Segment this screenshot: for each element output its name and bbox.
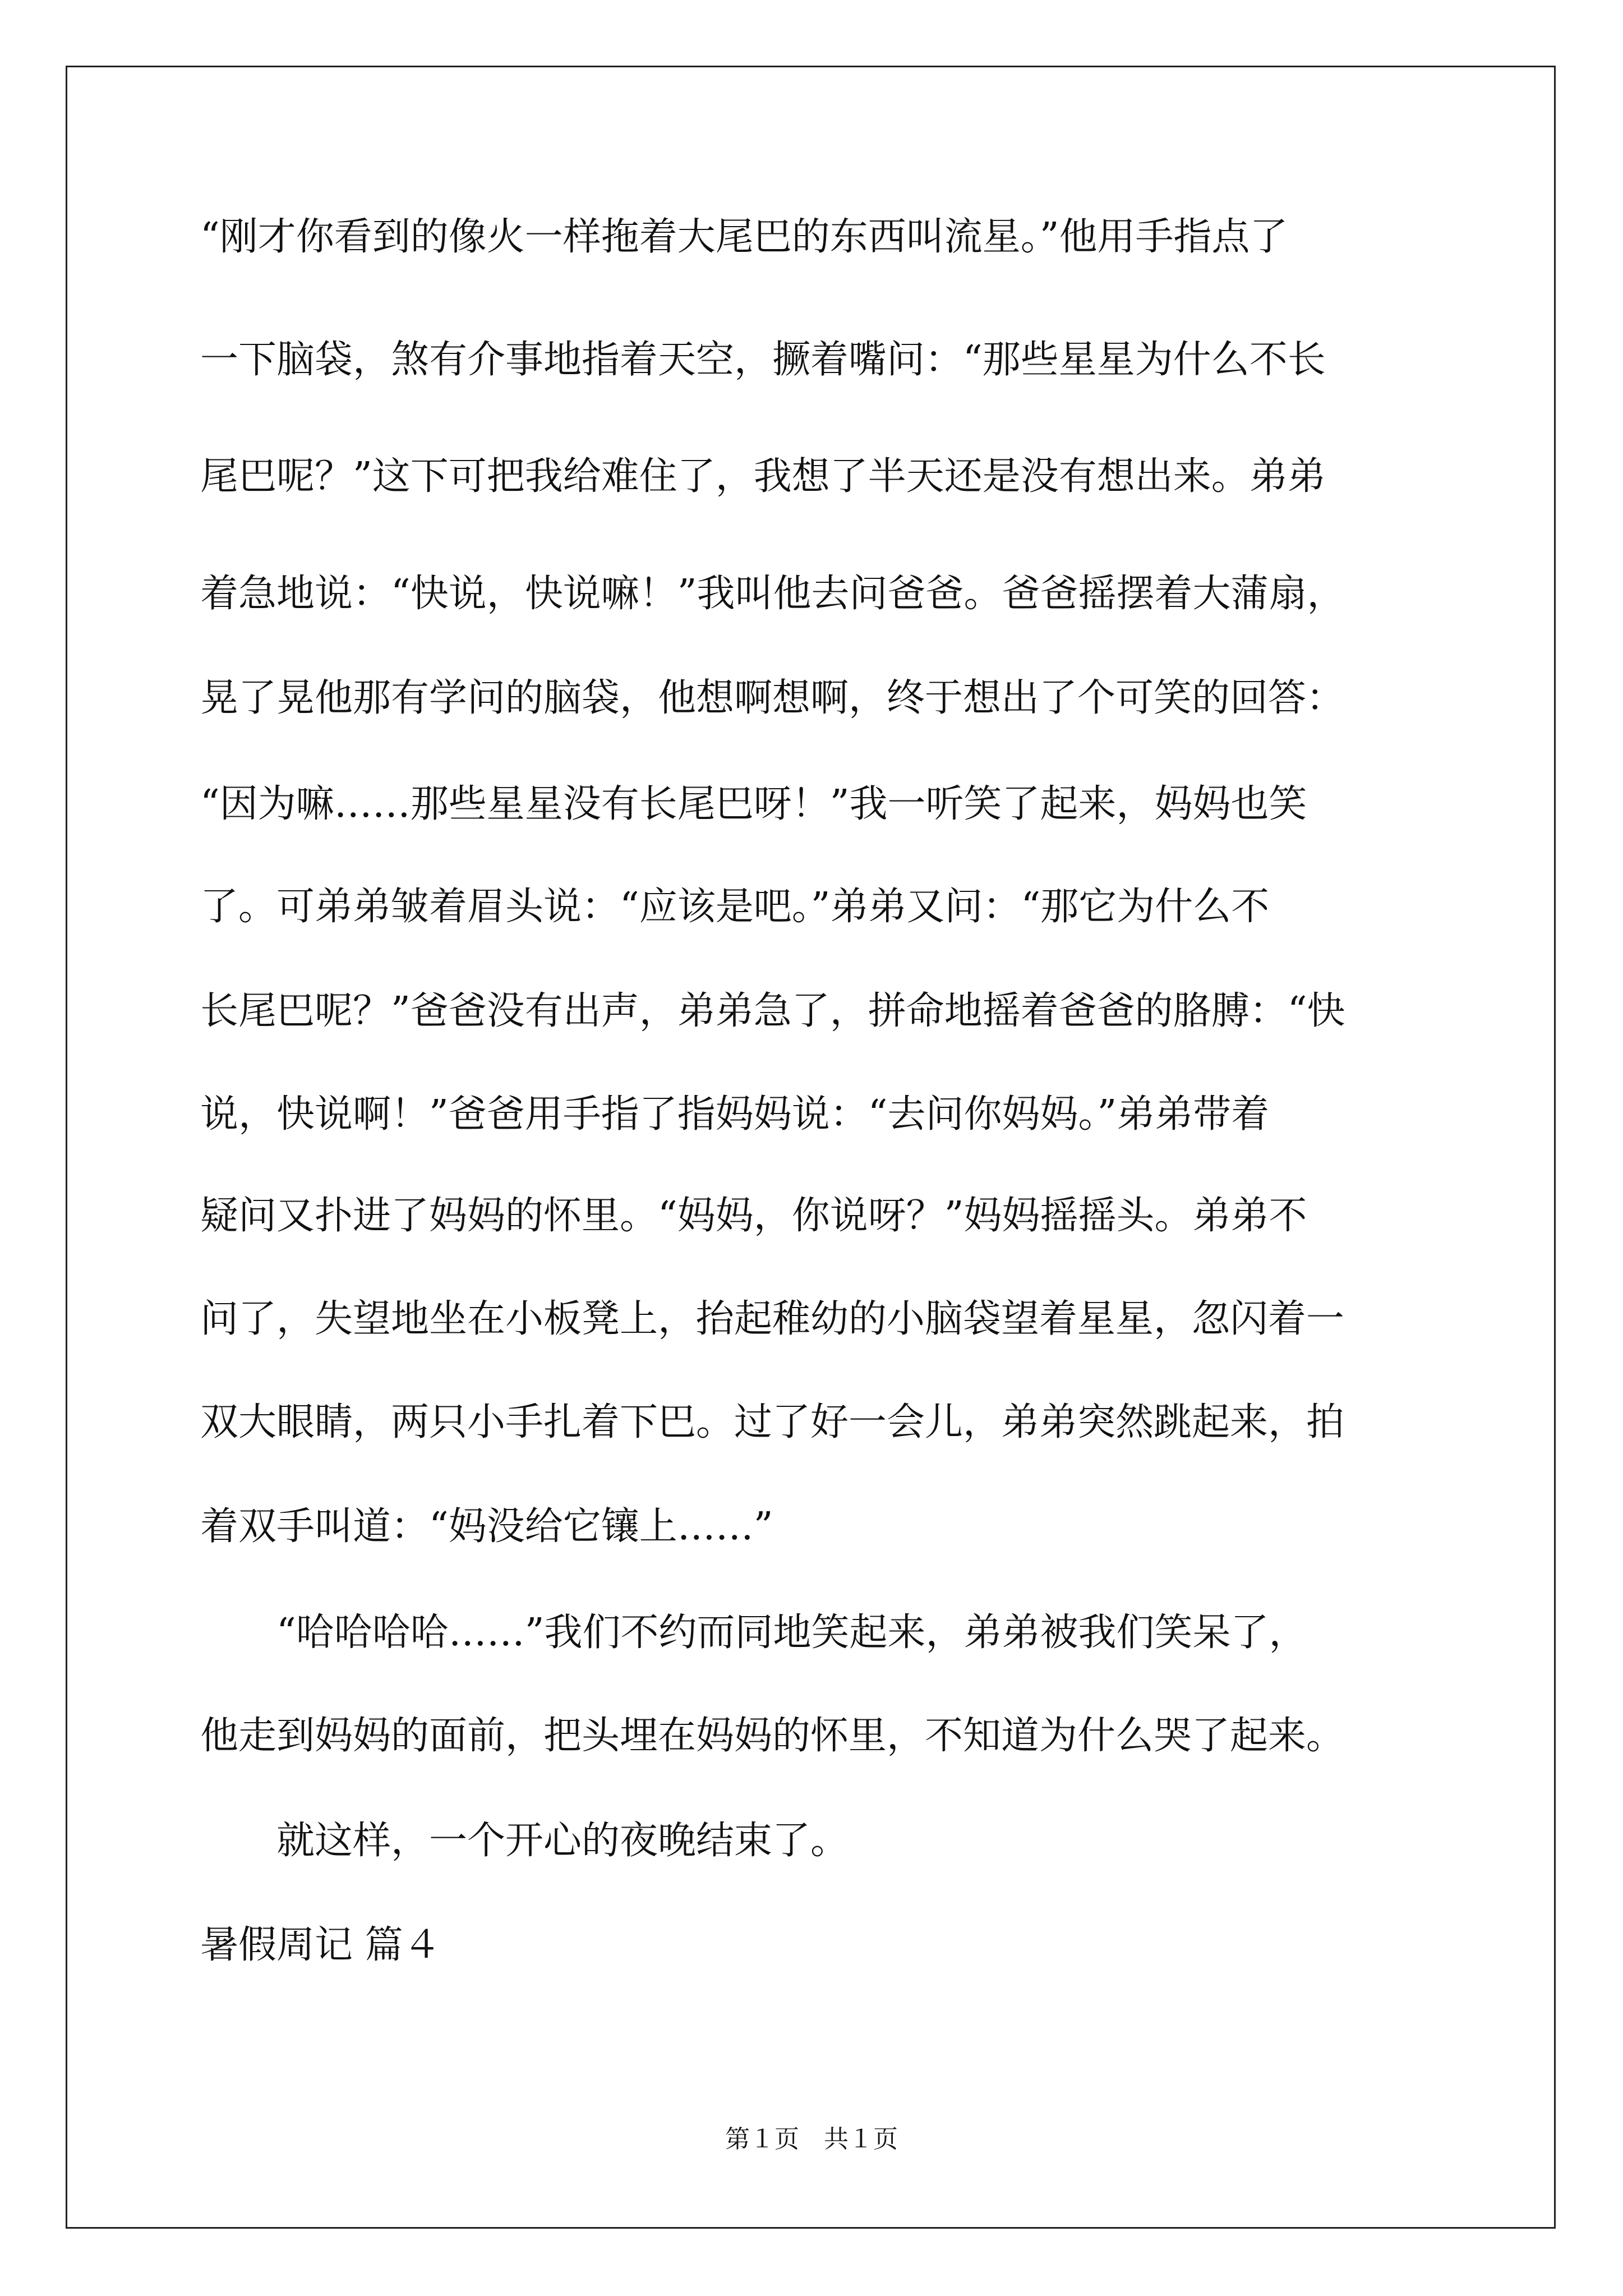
paragraph-line: 了。可弟弟皱着眉头说：“应该是吧。”弟弟又问：“那它为什么不 [200,885,1270,929]
paragraph-line: 就这样，一个开心的夜晚结束了。 [200,1819,849,1863]
paragraph-line: “刚才你看到的像火一样拖着大尾巴的东西叫流星。”他用手指点了 [200,215,1288,259]
section-heading: 暑假周记 篇４ [200,1923,441,1967]
paragraph-line: 双大眼睛，两只小手扎着下巴。过了好一会儿，弟弟突然跳起来，拍 [200,1400,1345,1444]
paragraph-line: 问了，失望地坐在小板凳上，抬起稚幼的小脑袋望着星星，忽闪着一 [200,1297,1345,1341]
paragraph-line: 一下脑袋，煞有介事地指着天空，撅着嘴问：“那些星星为什么不长 [200,338,1326,382]
paragraph-line: 疑问又扑进了妈妈的怀里。“妈妈，你说呀？”妈妈摇摇头。弟弟不 [200,1194,1307,1238]
paragraph-line: 说，快说啊！”爸爸用手指了指妈妈说：“去问你妈妈。”弟弟带着 [200,1092,1270,1137]
paragraph-line: 晃了晃他那有学问的脑袋，他想啊想啊，终于想出了个可笑的回答： [200,676,1345,720]
paragraph-line: “哈哈哈哈……”我们不约而同地笑起来，弟弟被我们笑呆了， [200,1611,1307,1655]
page-footer: 第１页 共１页 [725,2125,898,2154]
paragraph-line: 着双手叫道：“妈没给它镶上……” [200,1504,773,1549]
paragraph-line: 尾巴呢？”这下可把我给难住了，我想了半天还是没有想出来。弟弟 [200,454,1326,499]
paragraph-line: 他走到妈妈的面前，把头埋在妈妈的怀里，不知道为什么哭了起来。 [200,1714,1345,1758]
paragraph-line: “因为嘛……那些星星没有长尾巴呀！”我一听笑了起来，妈妈也笑 [200,782,1307,826]
paragraph-line: 长尾巴呢？”爸爸没有出声，弟弟急了，拼命地摇着爸爸的胳膊：“快 [200,989,1345,1033]
paragraph-line: 着急地说：“快说，快说嘛！”我叫他去问爸爸。爸爸摇摆着大蒲扇， [200,572,1345,616]
